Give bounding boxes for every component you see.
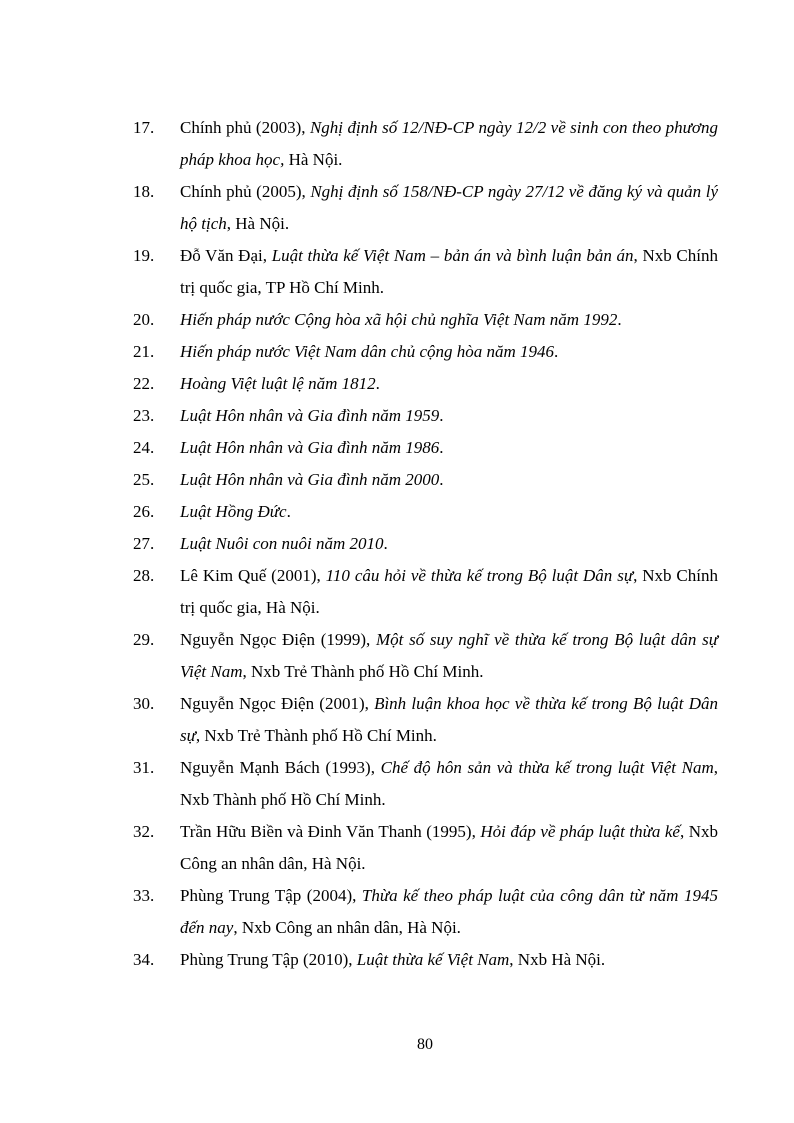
reference-title: Luật Hồng Đức xyxy=(180,502,287,521)
reference-text xyxy=(180,240,718,304)
reference-detail: , Nxb Công an nhân dân, Hà Nội. xyxy=(233,918,461,937)
reference-detail: , Nxb Hà Nội. xyxy=(509,950,606,969)
reference-number: 25. xyxy=(133,470,155,489)
reference-detail: . xyxy=(554,342,559,361)
reference-item xyxy=(133,112,718,176)
reference-item xyxy=(133,752,718,816)
reference-detail: Chính phủ (2005), xyxy=(180,182,311,201)
reference-detail: . xyxy=(375,374,380,393)
reference-list xyxy=(133,112,718,976)
reference-title: Luật Hôn nhân và Gia đình năm 1959 xyxy=(180,406,440,425)
reference-text xyxy=(180,688,718,752)
reference-number: 33. xyxy=(133,886,155,905)
reference-detail: Chính phủ (2003), xyxy=(180,118,310,137)
reference-text xyxy=(180,432,718,464)
reference-number: 21. xyxy=(133,342,155,361)
reference-detail: Đỗ Văn Đại, xyxy=(180,246,272,265)
reference-item xyxy=(133,560,718,624)
reference-detail: Phùng Trung Tập (2010), xyxy=(180,950,357,969)
reference-item xyxy=(133,336,718,368)
reference-detail: Nguyễn Ngọc Điện (2001), xyxy=(180,694,375,713)
reference-detail: Phùng Trung Tập (2004), xyxy=(180,886,362,905)
reference-number: 20. xyxy=(133,310,155,329)
reference-text xyxy=(180,368,718,400)
reference-text xyxy=(180,304,718,336)
reference-title: Hiến pháp nước Việt Nam dân chủ cộng hòa năm 1946 xyxy=(180,342,555,361)
reference-detail: Nguyễn Mạnh Bách (1993), xyxy=(180,758,381,777)
reference-item xyxy=(133,688,718,752)
reference-title: Hỏi đáp về pháp luật thừa kế xyxy=(480,822,680,841)
reference-item xyxy=(133,816,718,880)
reference-number: 22. xyxy=(133,374,155,393)
page-number: 80 xyxy=(417,1036,433,1053)
reference-detail: , Nxb Chính trị quốc gia, TP Hồ Chí Minh. xyxy=(180,246,718,297)
reference-number: 27. xyxy=(133,534,155,553)
reference-detail: . xyxy=(286,502,291,521)
reference-text xyxy=(180,112,718,176)
reference-title: Luật thừa kế Việt Nam xyxy=(356,950,510,969)
reference-number: 32. xyxy=(133,822,155,841)
reference-item xyxy=(133,528,718,560)
reference-number: 23. xyxy=(133,406,155,425)
reference-title: Hiến pháp nước Cộng hòa xã hội chủ nghĩa Việt Nam năm 1992 xyxy=(180,310,618,329)
reference-detail: , Nxb Trẻ Thành phố Hồ Chí Minh. xyxy=(195,726,437,745)
reference-item xyxy=(133,400,718,432)
reference-detail: Hà Nội. xyxy=(284,150,343,169)
reference-number: 24. xyxy=(133,438,155,457)
reference-detail: . xyxy=(383,534,388,553)
reference-item xyxy=(133,496,718,528)
reference-detail: . xyxy=(439,470,444,489)
reference-text xyxy=(180,624,718,688)
reference-text xyxy=(180,944,718,976)
reference-item xyxy=(133,464,718,496)
reference-detail: . xyxy=(439,438,444,457)
reference-detail: Nguyễn Ngọc Điện (1999), xyxy=(180,630,376,649)
reference-title: Luật Hôn nhân và Gia đình năm 2000 xyxy=(180,470,440,489)
reference-item xyxy=(133,944,718,976)
reference-detail: , Nxb Chính trị quốc gia, Hà Nội. xyxy=(180,566,718,617)
reference-item xyxy=(133,432,718,464)
reference-detail: . xyxy=(617,310,622,329)
reference-number: 29. xyxy=(133,630,155,649)
reference-text xyxy=(180,176,718,240)
reference-title: Chế độ hôn sản và thừa kế trong luật Việt Nam xyxy=(380,758,714,777)
reference-title: Một số suy nghĩ về thừa kế trong Bộ luật dân sự Việt Nam xyxy=(180,630,718,681)
reference-title: Bình luận khoa học về thừa kế trong Bộ luật Dân sự xyxy=(180,694,719,745)
reference-number: 26. xyxy=(133,502,155,521)
reference-title: Luật Nuôi con nuôi năm 2010 xyxy=(180,534,384,553)
reference-detail: Lê Kim Quế (2001), xyxy=(180,566,326,585)
reference-detail: , Nxb Công an nhân dân, Hà Nội. xyxy=(180,822,718,873)
reference-detail: , Nxb Thành phố Hồ Chí Minh. xyxy=(180,758,718,809)
reference-title: Hoàng Việt luật lệ năm 1812 xyxy=(180,374,376,393)
reference-text xyxy=(180,752,718,816)
reference-item xyxy=(133,880,718,944)
reference-title: Luật thừa kế Việt Nam – bản án và bình luận bản án xyxy=(271,246,634,265)
reference-text xyxy=(180,496,718,528)
reference-number: 31. xyxy=(133,758,155,777)
reference-item xyxy=(133,624,718,688)
reference-text xyxy=(180,816,718,880)
reference-number: 28. xyxy=(133,566,155,585)
reference-detail: . xyxy=(439,406,444,425)
reference-item xyxy=(133,240,718,304)
reference-text xyxy=(180,400,718,432)
reference-item xyxy=(133,176,718,240)
reference-title: Luật Hôn nhân và Gia đình năm 1986 xyxy=(180,438,440,457)
reference-number: 17. xyxy=(133,118,155,137)
reference-number: 19. xyxy=(133,246,155,265)
reference-text xyxy=(180,880,718,944)
reference-detail: Trần Hữu Biền và Đinh Văn Thanh (1995), xyxy=(180,822,481,841)
reference-text xyxy=(180,528,718,560)
reference-title: Nghị định số 158/NĐ-CP ngày 27/12 về đăng ký và quản lý hộ tịch xyxy=(180,182,718,233)
reference-detail: , Nxb Trẻ Thành phố Hồ Chí Minh. xyxy=(242,662,484,681)
reference-number: 18. xyxy=(133,182,155,201)
reference-text xyxy=(180,464,718,496)
reference-item xyxy=(133,304,718,336)
reference-title: 110 câu hỏi về thừa kế trong Bộ luật Dân sự xyxy=(325,566,634,585)
reference-number: 34. xyxy=(133,950,155,969)
reference-text xyxy=(180,560,718,624)
reference-item xyxy=(133,368,718,400)
reference-title: Thừa kế theo pháp luật của công dân từ năm 1945 đến nay xyxy=(180,886,718,937)
reference-text xyxy=(180,336,718,368)
reference-number: 30. xyxy=(133,694,155,713)
reference-detail: , Hà Nội. xyxy=(226,214,290,233)
reference-title: Nghị định số 12/NĐ-CP ngày 12/2 về sinh con theo phương pháp khoa học, xyxy=(180,118,718,169)
